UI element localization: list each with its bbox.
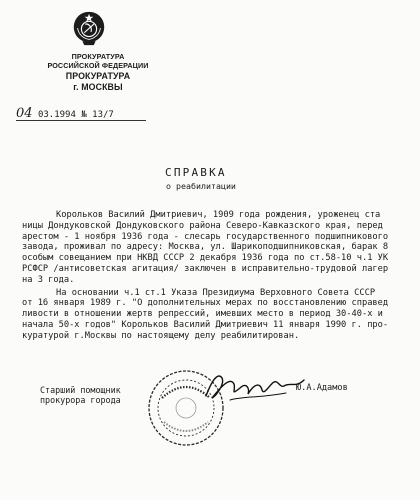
- date-underline: [16, 120, 146, 121]
- signatory-name: Ю.А.Адамов: [296, 383, 348, 393]
- handwritten-signature: [200, 366, 310, 406]
- text-line: На основании ч.1 ст.1 Указа Президиума Верховного Совета СССР: [56, 287, 376, 298]
- signatory-title: [40, 385, 121, 406]
- text-line: начала 50-х годов" Корольков Василий Дмитриевич 11 января 1990 г. про-: [22, 319, 389, 330]
- signatory-title-line: Старший помощник: [40, 385, 121, 395]
- text-line: ливости в отношении жертв репрессий, имевших место в период 30-40-х и: [22, 309, 383, 320]
- document-title: СПРАВКА: [165, 166, 227, 179]
- text-line: ницы Дондуковской Дондуковского района Северо-Кавказского края, перед: [22, 220, 383, 231]
- letterhead-line: г. МОСКВЫ: [73, 81, 123, 92]
- text-line: куратурой г.Москвы по настоящему делу реабилитирован.: [22, 330, 300, 341]
- letterhead-line: ПРОКУРАТУРА: [71, 52, 125, 61]
- date-number-text: 03.1994 № 13/7: [37, 110, 114, 120]
- text-line: особым совещанием при НКВД СССР 2 декабря 1936 года по ст.58-10 ч.1 УК: [22, 253, 389, 264]
- signatory-title-line: прокурора города: [40, 395, 121, 406]
- state-emblem-icon: [70, 9, 108, 47]
- document-subtitle: о реабилитации: [166, 181, 236, 191]
- letterhead: [38, 52, 158, 93]
- text-line: РСФСР /антисоветская агитация/ заключен в исправительно-трудовой лагер: [22, 263, 389, 274]
- handwritten-day: 04: [16, 106, 33, 121]
- text-line: Корольков Василий Дмитриевич, 1909 года рождения, уроженец ста: [56, 210, 381, 220]
- document-body: [22, 210, 414, 342]
- text-line: от 16 января 1989 г. "О дополнительных мерах по восстановлению справед: [22, 298, 389, 309]
- text-line: арестом - 1 ноября 1936 года - слесарь государственного подшипникового: [22, 231, 389, 242]
- text-line: на 3 года.: [22, 274, 75, 285]
- paragraph-2: [22, 288, 414, 342]
- document-date-number: [16, 106, 114, 121]
- letterhead-line: ПРОКУРАТУРА: [65, 70, 131, 81]
- paragraph-1: [22, 210, 414, 286]
- text-line: завода, проживал по адресу: Москва, ул. Шарикоподшипниковская, барак 8: [22, 242, 389, 253]
- letterhead-line: РОССИЙСКОЙ ФЕДЕРАЦИИ: [47, 61, 149, 71]
